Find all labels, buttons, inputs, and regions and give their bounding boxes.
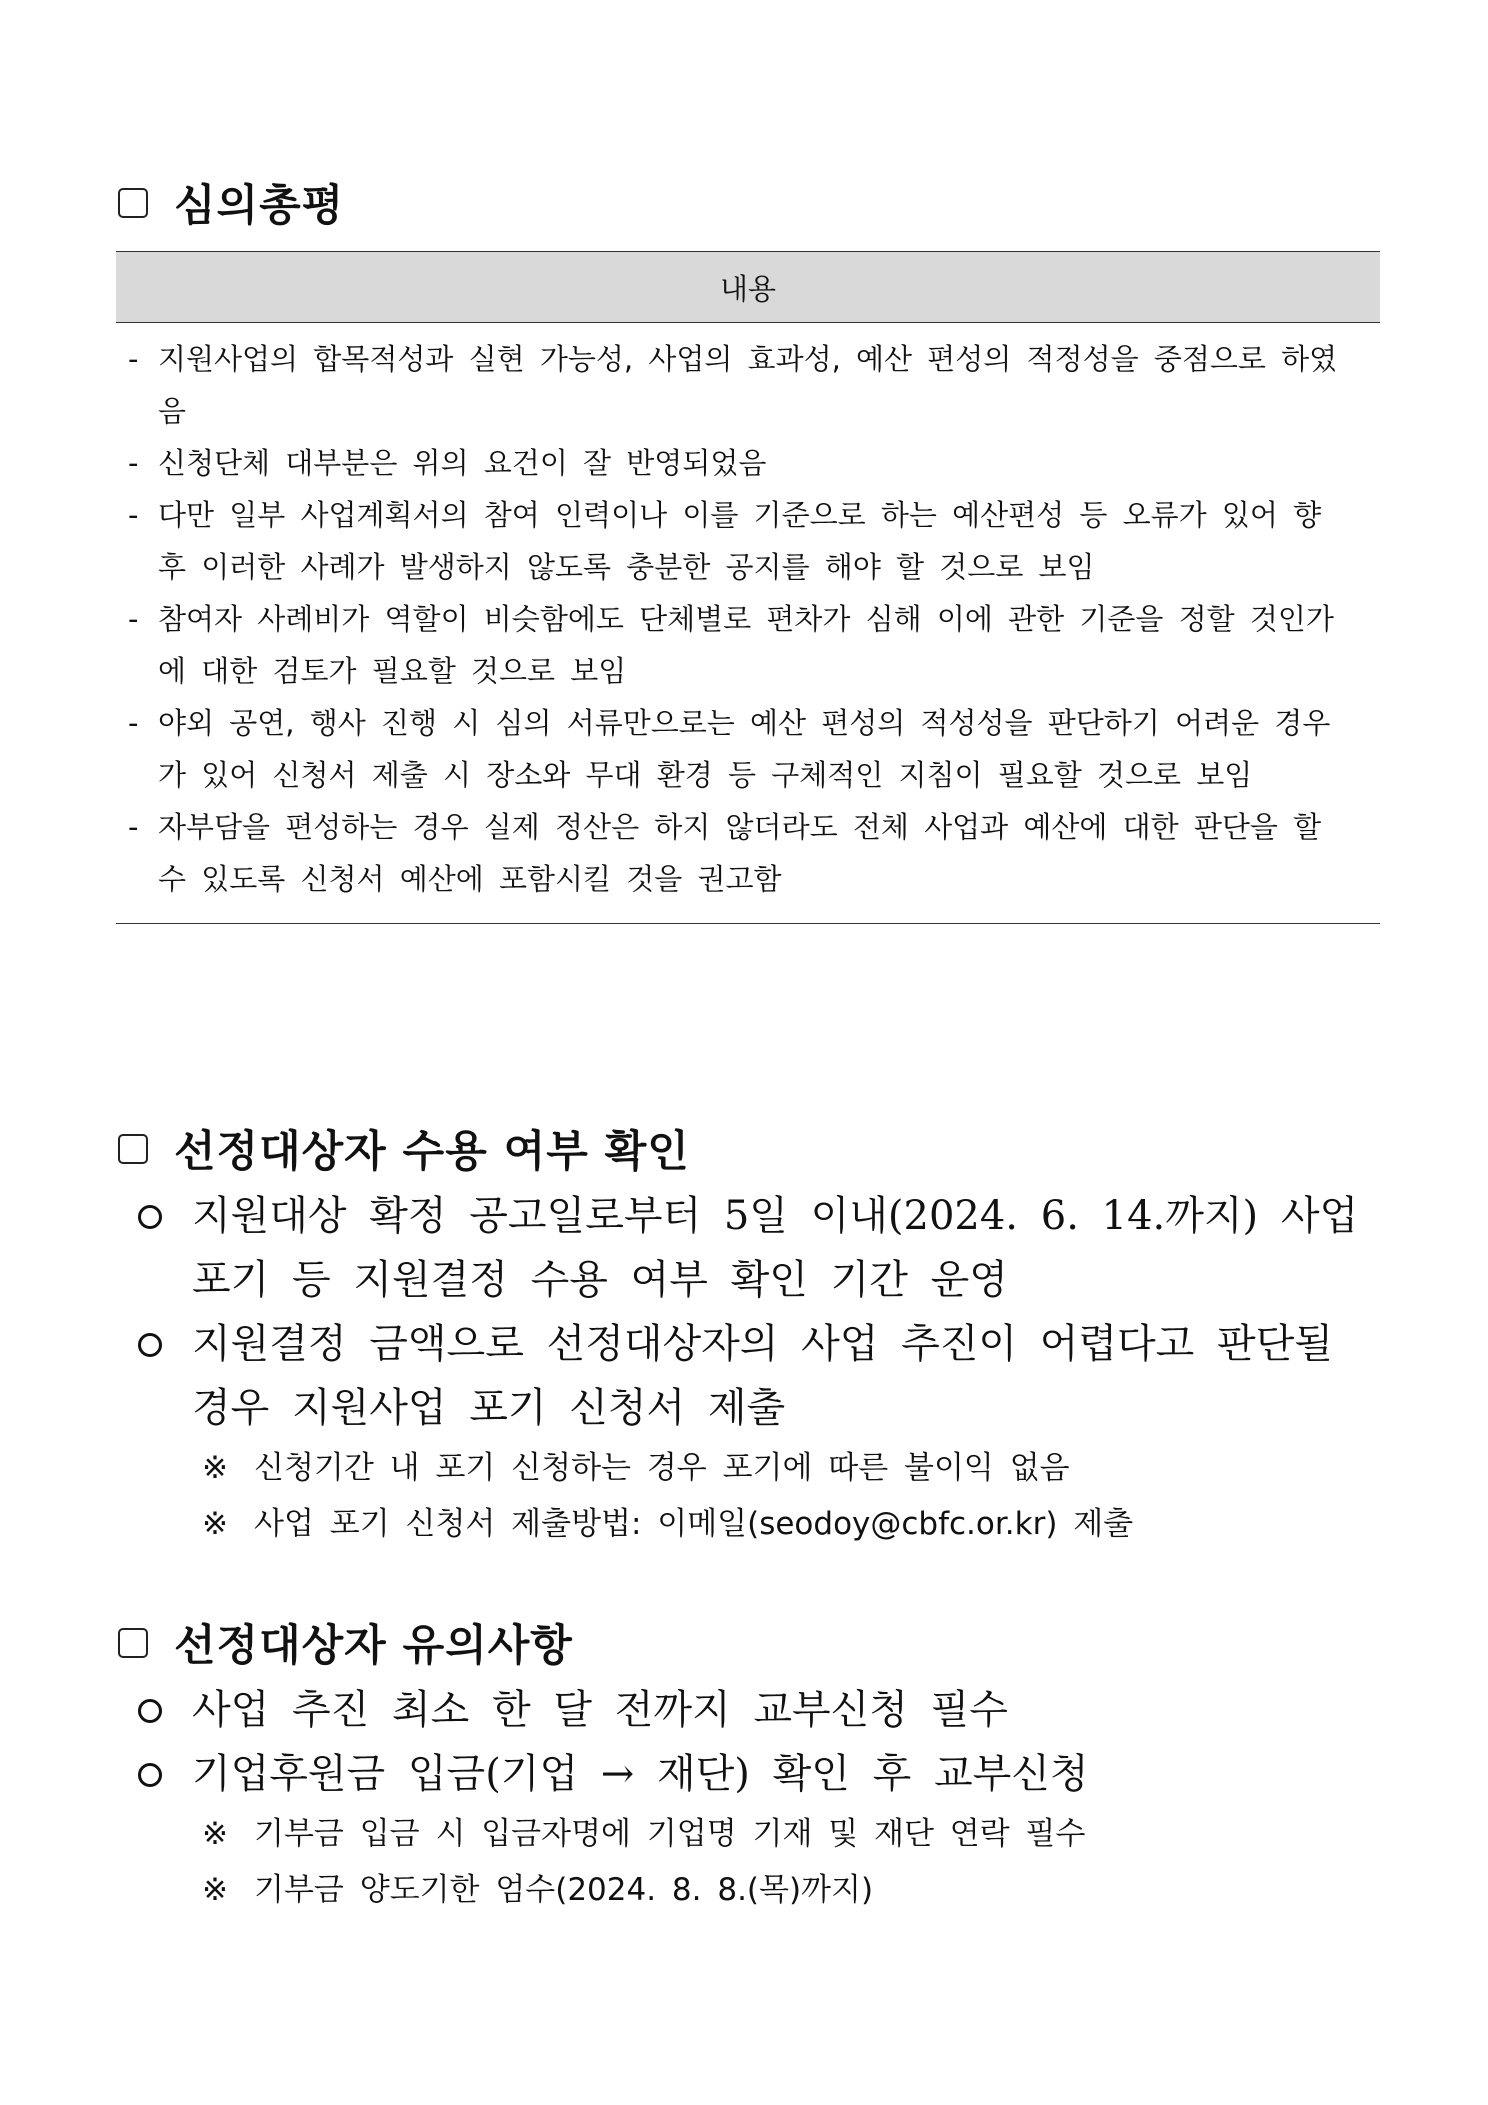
- circle-bullet-icon: [138, 1763, 162, 1787]
- list-item: [116, 593, 1380, 697]
- acceptance-bullets: [138, 1184, 1388, 1552]
- bullet-item: [138, 1678, 1388, 1742]
- list-item-text: 자부담을 편성하는 경우 실제 정산은 하지 않더라도 전체 사업과 예산에 대한 판단을 할 수 있도록 신청서 예산에 포함시킬 것을 권고함: [158, 810, 1322, 896]
- note-item: [138, 1862, 1388, 1918]
- bullet-item: [138, 1742, 1388, 1806]
- section-heading-cautions: [118, 1612, 573, 1673]
- reference-mark-icon: ※: [202, 1872, 228, 1908]
- list-item: [116, 801, 1380, 905]
- note-item: [138, 1496, 1388, 1552]
- circle-bullet-icon: [138, 1205, 162, 1229]
- table-header: 내용: [116, 251, 1380, 323]
- dash-icon: -: [128, 810, 139, 844]
- section-title: 심의총평: [174, 181, 345, 231]
- dash-icon: -: [128, 342, 139, 376]
- circle-bullet-icon: [138, 1699, 162, 1723]
- list-item-text: 신청단체 대부분은 위의 요건이 잘 반영되었음: [158, 446, 767, 480]
- note-text: 사업 포기 신청서 제출방법: 이메일(seodoy@cbfc.or.kr) 제출: [254, 1506, 1134, 1542]
- note-text: 기부금 입금 시 입금자명에 기업명 기재 및 재단 연락 필수: [254, 1816, 1086, 1852]
- list-item: [116, 437, 1380, 489]
- list-item-text: 지원사업의 합목적성과 실현 가능성, 사업의 효과성, 예산 편성의 적정성을 중점으로 하였음: [158, 342, 1338, 428]
- bullet-text: 지원결정 금액으로 선정대상자의 사업 추진이 어렵다고 판단될 경우 지원사업 포기 신청서 제출: [192, 1321, 1333, 1431]
- review-table: [116, 251, 1380, 924]
- bullet-text: 사업 추진 최소 한 달 전까지 교부신청 필수: [192, 1687, 1008, 1733]
- list-item-text: 다만 일부 사업계획서의 참여 인력이나 이를 기준으로 하는 예산편성 등 오류가 있어 향후 이러한 사례가 발생하지 않도록 충분한 공지를 해야 할 것으로 보임: [158, 498, 1322, 584]
- dash-icon: -: [128, 706, 139, 740]
- checkbox-icon: [118, 1628, 148, 1658]
- bullet-item: [138, 1184, 1388, 1312]
- section-heading-review: [118, 172, 344, 233]
- list-item: [116, 333, 1380, 437]
- table-body: [116, 323, 1380, 924]
- dash-icon: -: [128, 446, 139, 480]
- section-title: 선정대상자 유의사항: [174, 1621, 573, 1671]
- bullet-text: 지원대상 확정 공고일로부터 5일 이내(2024. 6. 14.까지) 사업 포기 등 지원결정 수용 여부 확인 기간 운영: [192, 1193, 1359, 1303]
- note-text: 기부금 양도기한 엄수(2024. 8. 8.(목)까지): [254, 1872, 874, 1908]
- section-heading-acceptance: [118, 1118, 690, 1179]
- reference-mark-icon: ※: [202, 1816, 228, 1852]
- list-item-text: 참여자 사례비가 역할이 비슷함에도 단체별로 편차가 심해 이에 관한 기준을 정할 것인가에 대한 검토가 필요할 것으로 보임: [158, 602, 1334, 688]
- dash-icon: -: [128, 498, 139, 532]
- note-text: 신청기간 내 포기 신청하는 경우 포기에 따른 불이익 없음: [254, 1450, 1070, 1486]
- cautions-bullets: [138, 1678, 1388, 1918]
- list-item: [116, 697, 1380, 801]
- note-item: [138, 1806, 1388, 1862]
- circle-bullet-icon: [138, 1333, 162, 1357]
- dash-icon: -: [128, 602, 139, 636]
- list-item-text: 야외 공연, 행사 진행 시 심의 서류만으로는 예산 편성의 적성성을 판단하기 어려운 경우가 있어 신청서 제출 시 장소와 무대 환경 등 구체적인 지침이 필요할 것으로 보임: [158, 706, 1331, 792]
- list-item: [116, 489, 1380, 593]
- checkbox-icon: [118, 1134, 148, 1164]
- bullet-item: [138, 1312, 1388, 1440]
- reference-mark-icon: ※: [202, 1506, 228, 1542]
- note-item: [138, 1440, 1388, 1496]
- checkbox-icon: [118, 188, 148, 218]
- reference-mark-icon: ※: [202, 1450, 228, 1486]
- bullet-text: 기업후원금 입금(기업 → 재단) 확인 후 교부신청: [192, 1751, 1089, 1797]
- section-title: 선정대상자 수용 여부 확인: [174, 1127, 690, 1177]
